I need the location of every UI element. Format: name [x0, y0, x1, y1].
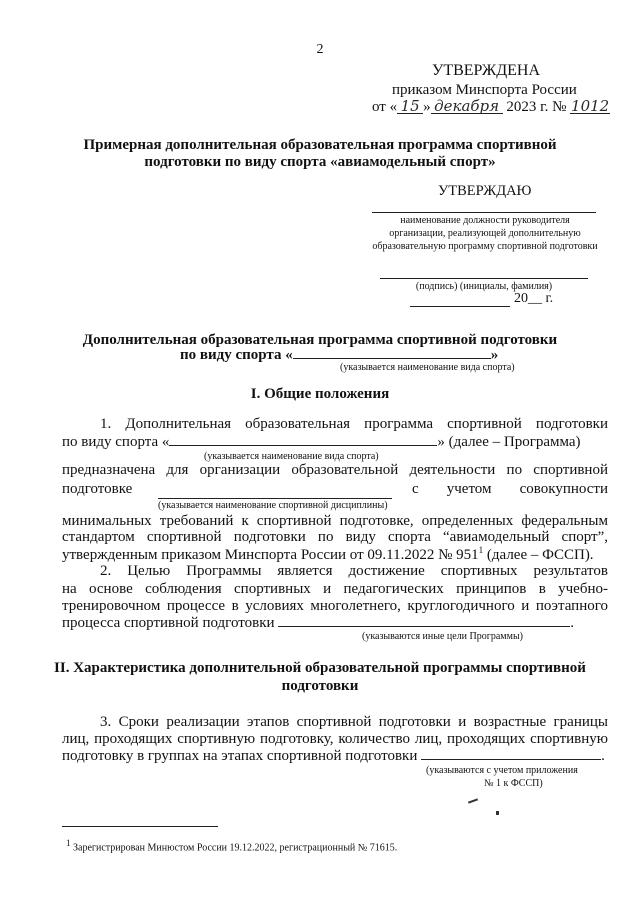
approval-date-line — [372, 99, 610, 116]
section2-heading-line2: подготовки — [281, 678, 359, 694]
approval-day: 15 — [397, 99, 423, 114]
page-number: 2 — [316, 42, 324, 57]
footnote-separator — [62, 826, 218, 827]
p1-line4-a: подготовке — [62, 481, 133, 497]
p1-line6: стандартом спортивной подготовки по виду спорта “авиамодельный спорт”, — [62, 529, 608, 545]
approve-hint-3: образовательную программу спортивной подготовки — [372, 241, 598, 252]
p1-line7-a: утвержденным приказом Минспорта России от 09.11.2022 № 951 — [62, 547, 479, 563]
p3-hint-1: (указываются с учетом приложения — [426, 765, 578, 776]
p2-line4-end: . — [570, 615, 575, 631]
approve-label: УТВЕРЖДАЮ — [438, 183, 532, 199]
footnote-ref: 1 — [478, 545, 484, 555]
p2-line2: на основе соблюдения спортивных и педагогических принципов в учебно- — [62, 581, 608, 597]
approve-hint-2: организации, реализующей дополнительную — [389, 228, 581, 239]
p1-line1: 1. Дополнительная образовательная программа спортивной подготовки — [100, 416, 608, 432]
p1-sport-blank — [169, 445, 437, 446]
p1-line3: предназначена для организации образовательной деятельности по спортивной — [62, 462, 608, 478]
program-title-blank — [293, 358, 491, 359]
p1-hint-discipline: (указывается наименование спортивной дисциплины) — [158, 500, 388, 511]
p3-hint-2: № 1 к ФССП) — [484, 778, 543, 789]
p2-line4-text: процесса спортивной подготовки — [62, 615, 275, 631]
p2-line3: тренировочном процессе в условиях многолетнего, круглогодичного и поэтапного — [62, 598, 608, 614]
p3-line1: 3. Сроки реализации этапов спортивной подготовки и возрастные границы — [100, 714, 608, 730]
approval-title: УТВЕРЖДЕНА — [432, 62, 541, 79]
p1-line2-prefix: по виду спорта « — [62, 434, 170, 450]
section1-heading: I. Общие положения — [250, 386, 390, 402]
scan-mark — [468, 798, 478, 803]
p1-line4-b: с учетом совокупности — [412, 481, 608, 497]
approve-hint-1: наименование должности руководителя — [400, 215, 570, 226]
p1-discipline-line — [158, 498, 392, 499]
doc-title-line1: Примерная дополнительная образовательная программа спортивной — [83, 137, 557, 153]
doc-title-line2: подготовки по виду спорта «авиамодельный спорт» — [144, 154, 496, 170]
approval-order: приказом Минспорта России — [392, 82, 577, 98]
date-blank-line — [410, 306, 510, 307]
p2-line1: 2. Целью Программы является достижение спортивных результатов — [100, 563, 608, 579]
p3-line2: лиц, проходящих спортивную подготовку, количество лиц, проходящих спортивную — [62, 731, 608, 747]
p3-line3-text: подготовку в группах на этапах спортивной подготовки — [62, 748, 418, 764]
p1-hint-sport: (указывается наименование вида спорта) — [204, 451, 379, 462]
p3-line3-end: . — [601, 748, 605, 764]
program-title-line1: Дополнительная образовательная программа спортивной подготовки — [82, 332, 558, 348]
p1-line7 — [62, 545, 594, 564]
p1-line7-b: (далее – ФССП). — [483, 547, 594, 563]
approval-from-prefix: от « — [372, 99, 398, 115]
program-title-hint: (указывается наименование вида спорта) — [340, 362, 515, 373]
signature-line — [380, 278, 588, 279]
approval-quote-close: » — [423, 99, 431, 115]
footnote-text: Зарегистрирован Минюстом России 19.12.2022, регистрационный № 71615. — [70, 842, 398, 854]
p3-blank — [421, 759, 601, 760]
scan-dot — [496, 811, 499, 815]
p1-line2-suffix: » (далее – Программа) — [437, 434, 581, 450]
program-title-suffix: » — [490, 347, 499, 363]
p1-line2 — [62, 434, 581, 451]
approve-position-line — [372, 212, 596, 213]
approval-number: 1012 — [571, 97, 610, 115]
approval-year: 2023 г. № — [506, 99, 567, 115]
p2-line4 — [62, 615, 574, 632]
footnote — [66, 838, 397, 853]
p2-hint: (указываются иные цели Программы) — [362, 631, 524, 642]
p3-line3 — [62, 748, 605, 765]
footnote-marker: 1 — [66, 838, 71, 848]
approval-month: декабря — [431, 99, 503, 114]
program-title-prefix: по виду спорта « — [180, 347, 293, 363]
p2-goals-blank — [278, 626, 570, 627]
p1-line5: минимальных требований к спортивной подготовке, определенных федеральным — [62, 513, 608, 529]
section2-heading-line1: II. Характеристика дополнительной образовательной программы спортивной — [54, 660, 586, 676]
date-suffix: 20__ г. — [514, 291, 554, 306]
signature-hint: (подпись) (инициалы, фамилия) — [415, 281, 553, 292]
